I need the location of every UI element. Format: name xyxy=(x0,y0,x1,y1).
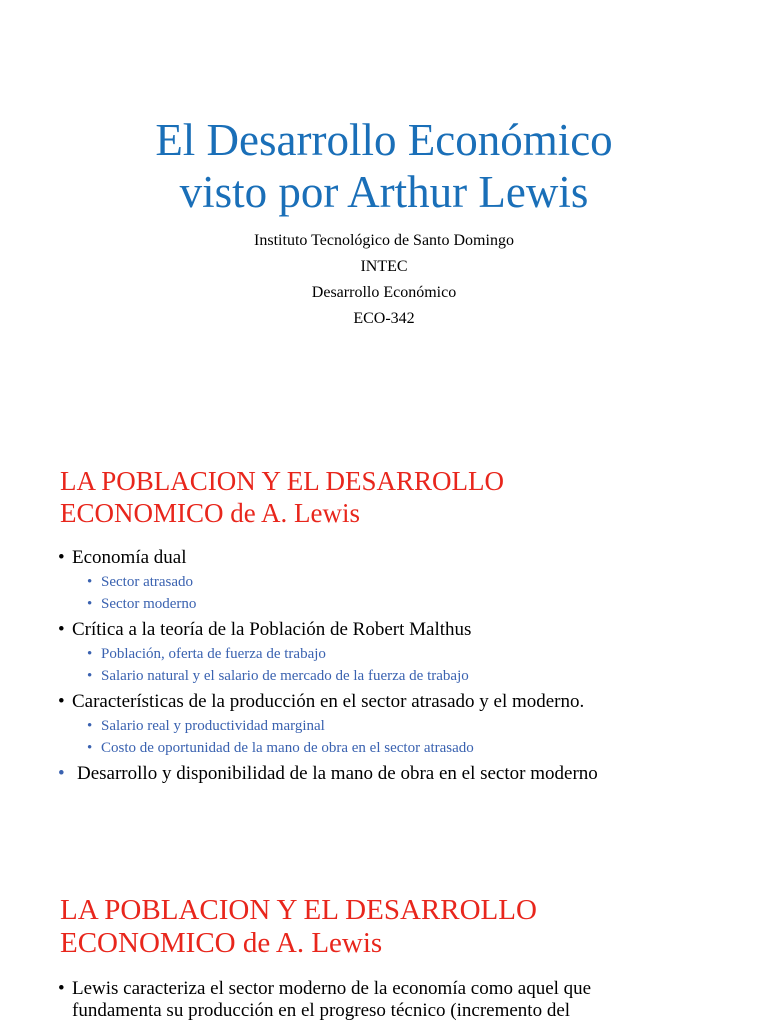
content-slide-2 xyxy=(0,860,768,1024)
bullet-marker: • xyxy=(87,646,93,662)
sub-bullet-item xyxy=(87,571,748,593)
bullet-marker: • xyxy=(87,740,93,756)
title-slide xyxy=(0,0,768,430)
institution-name: Instituto Tecnológico de Santo Domingo xyxy=(254,232,514,249)
sub-bullet-text: Costo de oportunidad de la mano de obra en el sector atrasado xyxy=(101,740,474,756)
sub-bullet-item xyxy=(87,593,748,615)
bullet-text: Desarrollo y disponibilidad de la mano de obra en el sector moderno xyxy=(77,763,598,784)
title-line-1: El Desarrollo Económico xyxy=(155,115,613,165)
content-slide-1 xyxy=(0,440,768,840)
bullet-text: Economía dual xyxy=(72,547,187,568)
bullet-item xyxy=(58,761,748,787)
bullet-marker: • xyxy=(58,691,65,712)
section-title xyxy=(60,894,720,960)
slide-subtitle xyxy=(0,228,768,332)
bullet-marker: • xyxy=(58,619,65,640)
course-code: ECO-342 xyxy=(353,310,415,327)
bullet-marker: • xyxy=(87,596,93,612)
sub-bullet-item xyxy=(87,665,748,687)
bullet-item xyxy=(58,689,748,715)
bullet-item xyxy=(58,617,748,643)
bullet-text: Crítica a la teoría de la Población de Robert Malthus xyxy=(72,619,472,640)
sub-bullet-item xyxy=(87,643,748,665)
section-title-line-1: LA POBLACION Y EL DESARROLLO xyxy=(60,894,537,926)
sub-bullet-text: Población, oferta de fuerza de trabajo xyxy=(101,646,326,662)
bullet-marker: • xyxy=(58,978,65,999)
section-title-line-1: LA POBLACION Y EL DESARROLLO xyxy=(60,466,504,496)
sub-bullet-item xyxy=(87,737,748,759)
section-title-line-2: ECONOMICO de A. Lewis xyxy=(60,927,383,959)
sub-bullet-text: Salario natural y el salario de mercado de la fuerza de trabajo xyxy=(101,668,469,684)
bullet-continuation: fundamenta su producción en el progreso técnico (incremento del xyxy=(72,1000,571,1021)
title-line-2: visto por Arthur Lewis xyxy=(179,167,589,217)
bullet-marker: • xyxy=(87,718,93,734)
bullet-text: Lewis caracteriza el sector moderno de la economía como aquel que xyxy=(72,978,592,999)
bullet-item xyxy=(58,545,748,571)
sub-bullet-text: Sector atrasado xyxy=(101,574,194,590)
bullet-marker: • xyxy=(58,763,65,784)
institution-acronym: INTEC xyxy=(360,258,408,275)
bullet-text: Características de la producción en el sector atrasado y el moderno. xyxy=(72,691,585,712)
bullet-list xyxy=(58,978,748,1022)
sub-bullet-text: Salario real y productividad marginal xyxy=(101,718,325,734)
bullet-list xyxy=(58,545,748,787)
section-title-line-2: ECONOMICO de A. Lewis xyxy=(60,498,360,528)
slide-title xyxy=(0,114,768,218)
sub-bullet-text: Sector moderno xyxy=(101,596,197,612)
bullet-marker: • xyxy=(87,574,93,590)
sub-bullet-item xyxy=(87,715,748,737)
bullet-marker: • xyxy=(58,547,65,568)
section-title xyxy=(60,465,720,529)
bullet-item xyxy=(58,978,748,1000)
course-name: Desarrollo Económico xyxy=(311,284,457,301)
bullet-marker: • xyxy=(87,668,93,684)
